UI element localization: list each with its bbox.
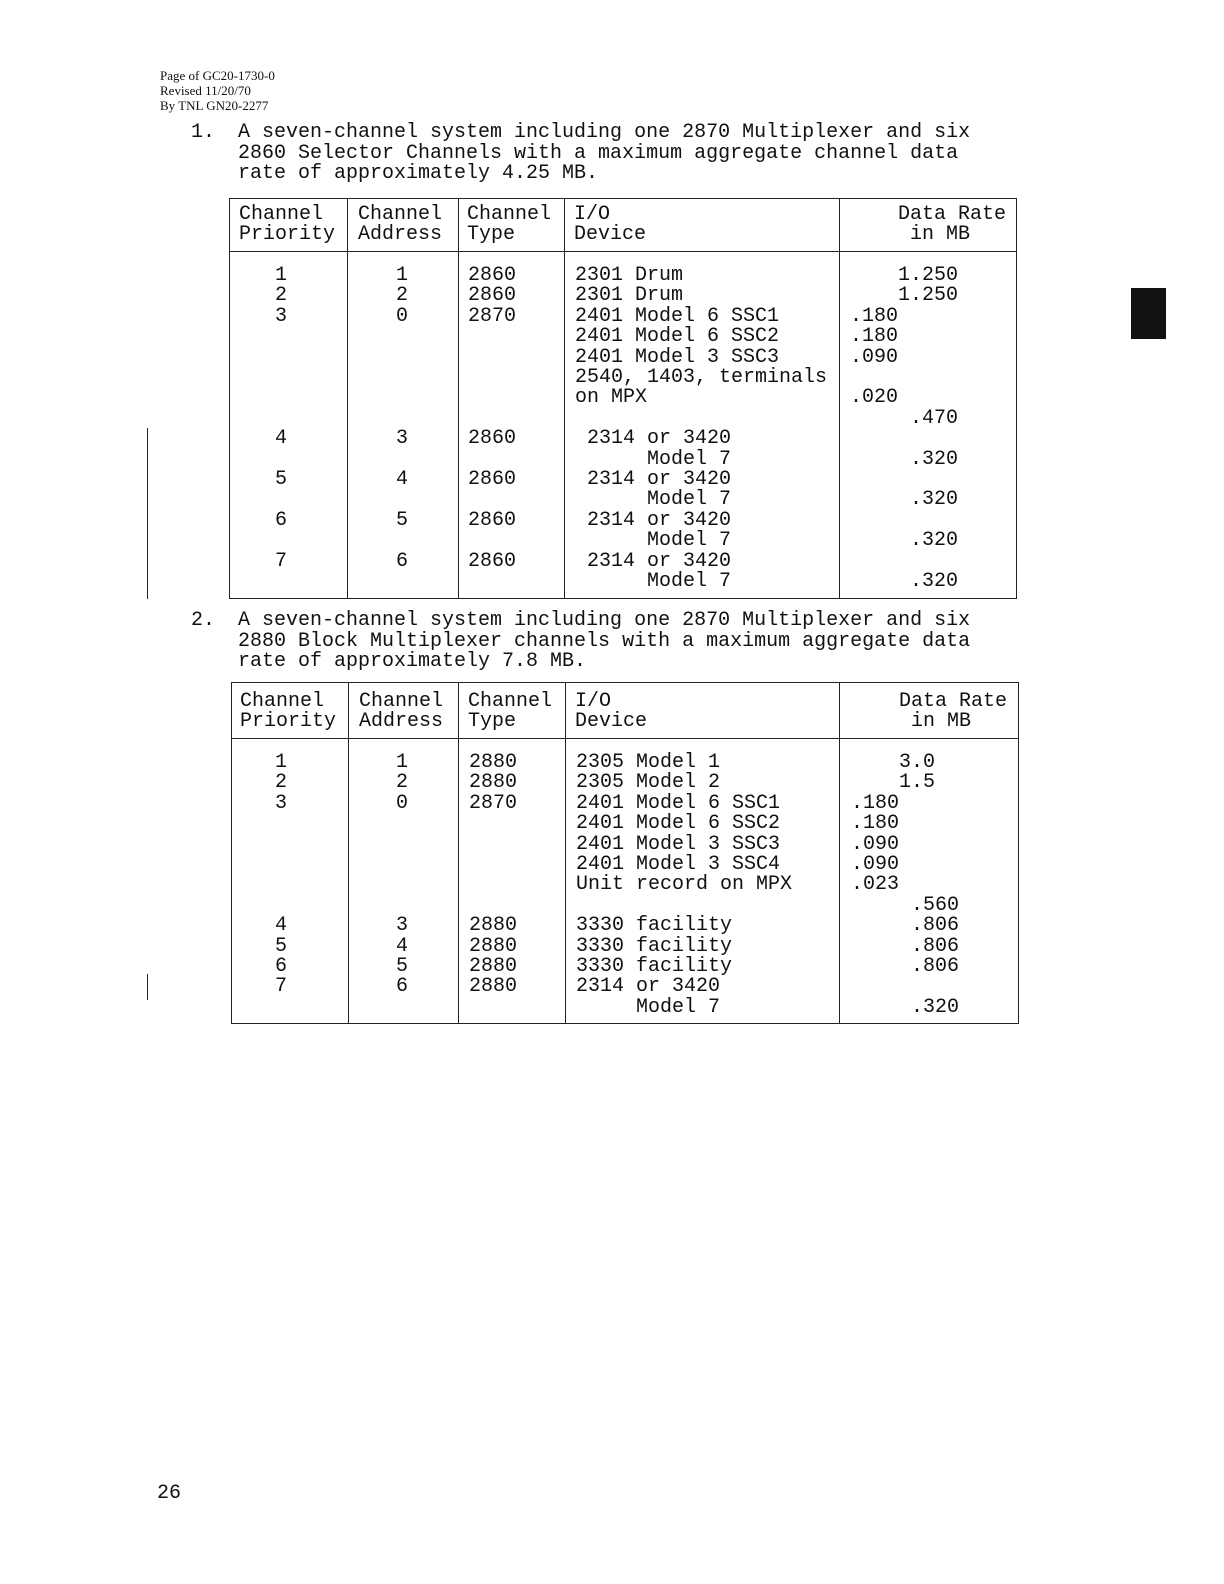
table-1-type-column: 2860 2860 2870 2860 2860 2860 2860 xyxy=(468,264,517,573)
table-1-rate-column: 1.250 1.250 .180 .180 .090 .020 .470 .320 .320 .320 .320 xyxy=(850,264,959,594)
table-1-address-column: 1 2 0 3 4 5 6 xyxy=(396,264,409,573)
table-1-header-rate: Data Rate in MB xyxy=(898,203,1007,247)
revision-bar-2 xyxy=(147,974,148,1000)
page-number: 26 xyxy=(157,1482,182,1505)
table-1-device-column: 2301 Drum 2301 Drum 2401 Model 6 SSC1 2401 Model 6 SSC2 2401 Model 3 SSC3 2540, 1403, terminals on MPX 2314 or 3420 Model 7 2314 or 3420 Model 7 2314 or 3420 Model 7 2314 or 3420 Model 7 xyxy=(575,264,828,594)
table-1-header-device: I/O Device xyxy=(574,203,647,247)
table-2-header-priority: Channel Priority xyxy=(240,690,337,734)
revision-bar-1 xyxy=(147,428,148,599)
table-2-priority-column: 1 2 3 4 5 6 7 xyxy=(275,751,288,999)
table-2-header-type: Channel Type xyxy=(468,690,553,734)
table-2-rate-column: 3.0 1.5 .180 .180 .090 .090 .023 .560 .806 .806 .806 .320 xyxy=(851,751,960,1019)
table-1-header-address: Channel Address xyxy=(358,203,443,247)
document-header xyxy=(160,68,275,113)
section-1-text: A seven-channel system including one 2870 Multiplexer and six 2860 Selector Channels with a maximum aggregate channel data rate of approximately 4.25 MB. xyxy=(238,121,971,185)
table-2 xyxy=(231,682,1019,1024)
section-1-number: 1. xyxy=(191,121,216,144)
header-line-1: Page of GC20-1730-0 xyxy=(160,68,275,83)
table-1-priority-column: 1 2 3 4 5 6 7 xyxy=(275,264,288,573)
table-2-address-column: 1 2 0 3 4 5 6 xyxy=(396,751,409,999)
table-1 xyxy=(229,198,1017,599)
header-line-3: By TNL GN20-2277 xyxy=(160,98,269,113)
table-2-header-device: I/O Device xyxy=(575,690,648,734)
table-2-header-rate: Data Rate in MB xyxy=(899,690,1008,734)
table-1-header-priority: Channel Priority xyxy=(239,203,336,247)
section-2-number: 2. xyxy=(191,609,216,632)
header-line-2: Revised 11/20/70 xyxy=(160,83,251,98)
table-1-header-type: Channel Type xyxy=(467,203,552,247)
table-2-device-column: 2305 Model 1 2305 Model 2 2401 Model 6 SSC1 2401 Model 6 SSC2 2401 Model 3 SSC3 2401 Model 3 SSC4 Unit record on MPX 3330 facility 3330 facility 3330 facility 2314 or 3420 Model 7 xyxy=(576,751,793,1019)
thumb-index-mark xyxy=(1131,288,1166,339)
section-2-text: A seven-channel system including one 2870 Multiplexer and six 2880 Block Multiplexer channels with a maximum aggregate data rate of approximately 7.8 MB. xyxy=(238,609,971,673)
table-2-header-address: Channel Address xyxy=(359,690,444,734)
table-2-type-column: 2880 2880 2870 2880 2880 2880 2880 xyxy=(469,751,518,999)
